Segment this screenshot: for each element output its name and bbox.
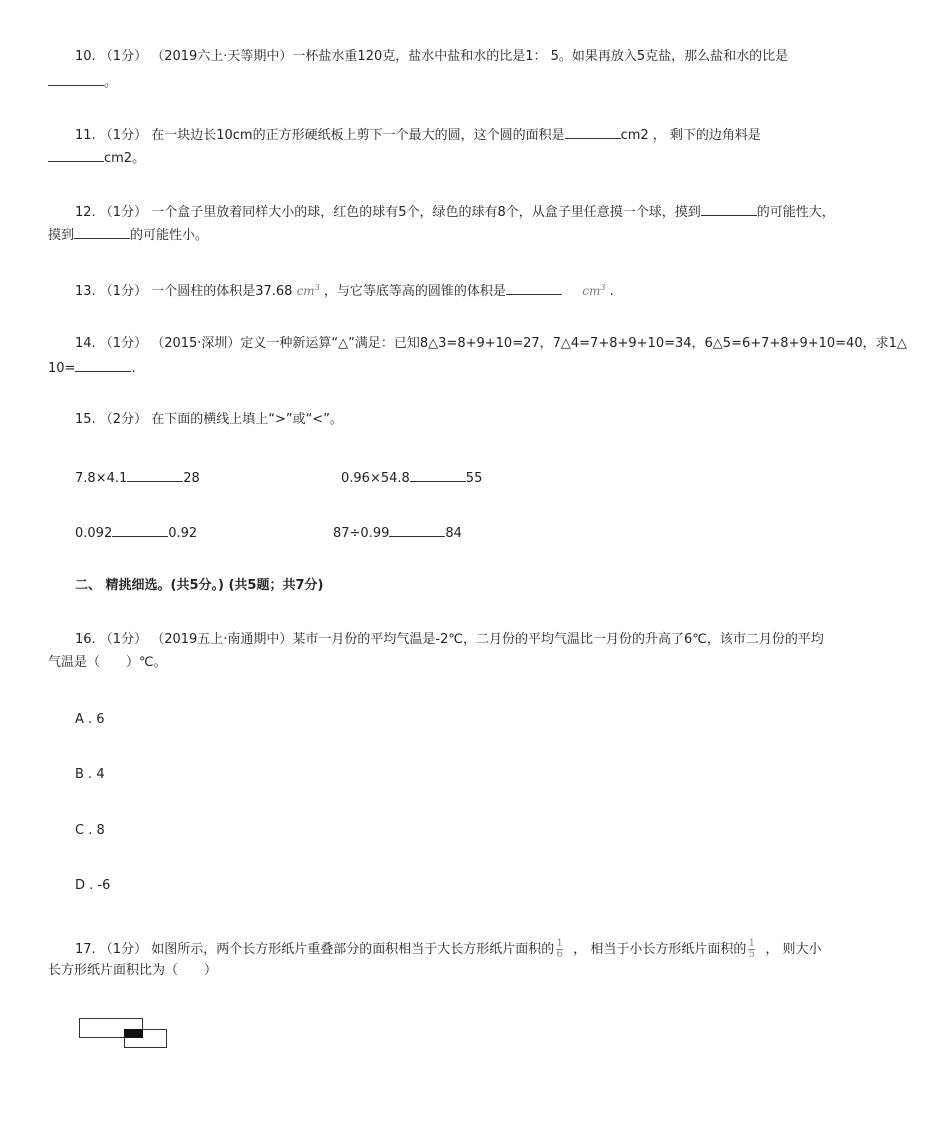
q12-answer-blank-2[interactable] bbox=[74, 225, 130, 239]
q15-answer-blank-1[interactable] bbox=[127, 468, 183, 482]
q16-option-a[interactable]: A . 6 bbox=[75, 712, 105, 727]
q15-item-1-left: 7.8×4.1 bbox=[75, 471, 128, 486]
overlap-region bbox=[124, 1029, 143, 1038]
q15-item-2-right: 55 bbox=[465, 471, 483, 486]
q13-text-b: ，与它等底等高的圆锥的体积是 bbox=[323, 284, 506, 299]
q17-text-a: 17. （1分） 如图所示，两个长方形纸片重叠部分的面积相当于大长方形纸片面积的 bbox=[75, 942, 555, 957]
q16-option-c[interactable]: C . 8 bbox=[75, 823, 105, 838]
q16-line1: 16. （1分） （2019五上·南通期中）某市一月份的平均气温是-2℃，二月份的平均气温比一月份的升高了6℃，该市二月份的平均 bbox=[75, 632, 824, 647]
q11-text-b: cm2 ， 剩下的边角料是 bbox=[620, 128, 761, 143]
q14-line2 bbox=[48, 358, 136, 378]
q11-answer-blank-2[interactable] bbox=[48, 148, 104, 162]
q12-line2 bbox=[48, 225, 208, 245]
q15-answer-blank-4[interactable] bbox=[389, 523, 445, 537]
q14-line1: 14. （1分） （2015·深圳）定义一种新运算“△”满足：已知8△3=8+9+10=27，7△4=7+8+9+10=34，6△5=6+7+8+9+10=40，求1△ bbox=[75, 336, 907, 351]
q12-text-b: 的可能性大， bbox=[756, 205, 835, 220]
q13-text-a: 13. （1分） 一个圆柱的体积是37.68 bbox=[75, 284, 293, 299]
q13-text-end: . bbox=[609, 284, 614, 299]
q15-prompt: 15. （2分） 在下面的横线上填上“>”或“<”。 bbox=[75, 412, 343, 427]
q17-fraction-one-fifth: $\frac{1}{5}$ bbox=[748, 938, 756, 960]
q15-answer-blank-3[interactable] bbox=[112, 523, 168, 537]
q12-answer-blank-1[interactable] bbox=[701, 202, 757, 216]
q10-line2-end: 。 bbox=[104, 75, 118, 90]
q11-answer-blank-1[interactable] bbox=[565, 125, 621, 139]
q12-line2-a: 摸到 bbox=[48, 228, 75, 243]
q17-text-b: ， 相当于小长方形纸片面积的 bbox=[573, 942, 747, 957]
q11-line2-unit: cm2。 bbox=[104, 151, 146, 166]
section-2-heading: 二、 精挑细选。(共5分。) (共5题；共7分) bbox=[75, 578, 324, 593]
q16-option-d[interactable]: D . -6 bbox=[75, 878, 111, 893]
q13-unit-1: $cm^3$ bbox=[296, 283, 320, 298]
q10-answer-blank[interactable] bbox=[48, 72, 104, 86]
q15-item-2 bbox=[341, 468, 482, 488]
q14-line2-a: 10= bbox=[48, 361, 76, 376]
q16-option-b[interactable]: B . 4 bbox=[75, 767, 105, 782]
q12-line1 bbox=[75, 202, 835, 222]
q15-item-1 bbox=[75, 468, 200, 488]
q13-answer-blank[interactable] bbox=[506, 281, 562, 295]
q14-answer-blank[interactable] bbox=[75, 358, 131, 372]
q12-text-a: 12. （1分） 一个盒子里放着同样大小的球，红色的球有5个，绿色的球有8个，从盒子里任意摸一个球，摸到 bbox=[75, 205, 701, 220]
q10-line2 bbox=[48, 72, 117, 92]
q15-item-1-right: 28 bbox=[183, 471, 200, 486]
q17-line2: 长方形纸片面积比为（ ） bbox=[48, 963, 218, 978]
q15-item-4 bbox=[333, 523, 462, 543]
q10-line1: 10. （1分） （2019六上·天等期中）一杯盐水重120克，盐水中盐和水的比是1： 5。如果再放入5克盐，那么盐和水的比是 bbox=[75, 49, 789, 64]
q17-fraction-one-sixth: $\frac{1}{6}$ bbox=[556, 938, 563, 960]
q14-line2-end: . bbox=[131, 361, 136, 376]
q11-text-a: 11. （1分） 在一块边长10cm的正方形硬纸板上剪下一个最大的圆，这个圆的面积是 bbox=[75, 128, 565, 143]
q12-line2-b: 的可能性小。 bbox=[130, 228, 209, 243]
q15-item-4-left: 87÷0.99 bbox=[333, 526, 390, 541]
q15-item-2-left: 0.96×54.8 bbox=[341, 471, 410, 486]
q17-rectangles-figure bbox=[79, 1018, 169, 1050]
q15-item-3-right: 0.92 bbox=[168, 526, 198, 541]
q11-line1 bbox=[75, 125, 761, 145]
q11-line2 bbox=[48, 148, 145, 168]
q13-line bbox=[75, 279, 614, 301]
q15-item-3-left: 0.092 bbox=[75, 526, 113, 541]
q15-item-4-right: 84 bbox=[445, 526, 462, 541]
q16-line2: 气温是（ ）℃。 bbox=[48, 655, 167, 670]
q17-line1 bbox=[75, 939, 822, 960]
q13-unit-2: $cm^3$ bbox=[582, 283, 606, 298]
q15-answer-blank-2[interactable] bbox=[410, 468, 466, 482]
q15-item-3 bbox=[75, 523, 197, 543]
q17-text-c: ， 则大小 bbox=[765, 942, 822, 957]
